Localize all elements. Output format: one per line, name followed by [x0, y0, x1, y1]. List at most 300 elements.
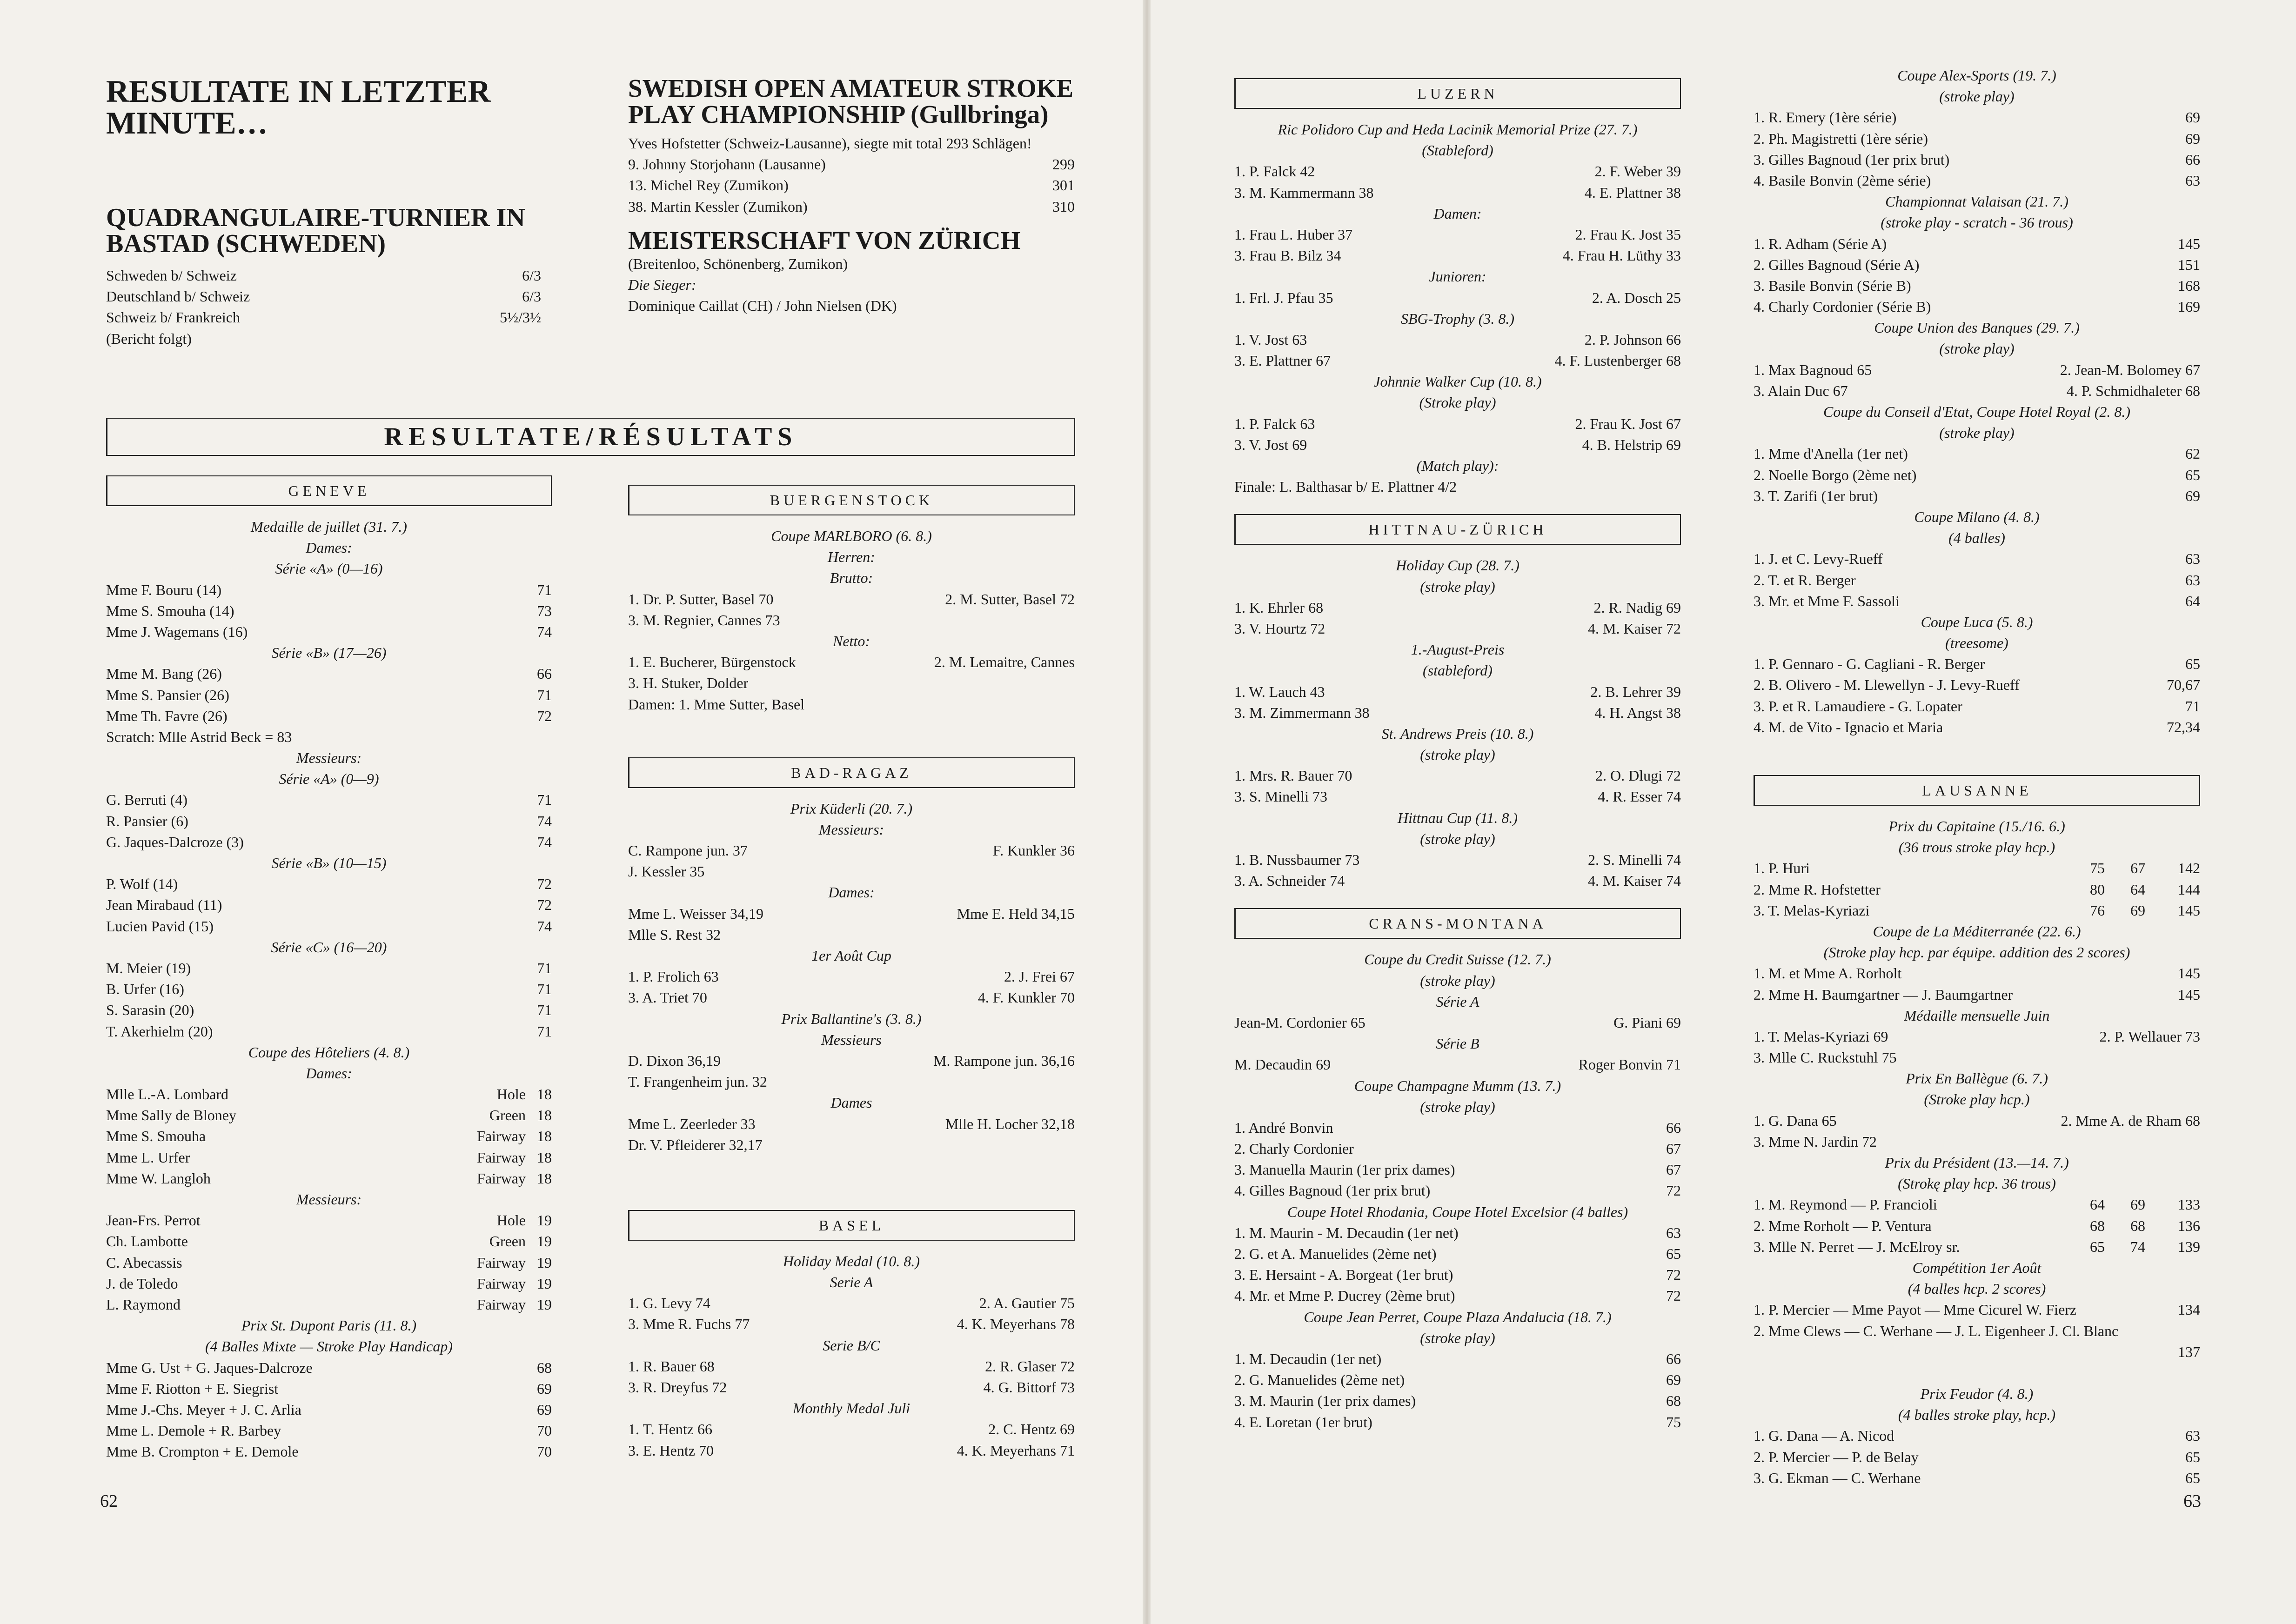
line-part: 145: [2178, 902, 2200, 919]
line-part: 65: [2090, 1238, 2105, 1255]
line-part: Coupe de La Méditerranée (22. 6.): [1873, 922, 2081, 940]
line-part: 2. R. Nadig 69: [1593, 599, 1681, 616]
line-part: G. Jaques-Dalcroze (3): [106, 833, 244, 850]
result-line: [1754, 1026, 2200, 1047]
result-line: [1234, 1180, 1681, 1201]
result-line: [1234, 350, 1681, 371]
result-line: [106, 895, 552, 916]
line-part: Messieurs:: [296, 1191, 362, 1208]
result-line: [1234, 808, 1681, 829]
line-part: 3. M. Zimmermann 38: [1234, 704, 1370, 721]
line-part: Mme G. Ust + G. Jaques-Dalcroze: [106, 1359, 313, 1376]
line-part: G. Piani 69: [1613, 1014, 1681, 1031]
result-line: [1754, 1047, 2200, 1068]
result-line: [1234, 434, 1681, 455]
line-part: 2. P. Johnson 66: [1584, 331, 1681, 348]
line-part: Dames:: [828, 884, 875, 901]
result-line: [628, 154, 1075, 175]
result-line: [1754, 1363, 2200, 1383]
line-part: Jean Mirabaud (11): [106, 896, 222, 914]
line-part: 63: [1666, 1224, 1681, 1241]
result-line: [106, 769, 552, 789]
line-part: Holiday Medal (10. 8.): [783, 1252, 920, 1270]
result-line: [628, 1071, 1075, 1092]
line-part: Schweden b/ Schweiz: [106, 267, 237, 284]
line-part: 71: [537, 1023, 552, 1040]
result-line: [106, 1147, 552, 1168]
result-line: [628, 903, 1075, 924]
line-part: Prix Küderli (20. 7.): [790, 800, 913, 817]
line-part: 4. M. de Vito - Ignacio et Maria: [1754, 718, 1943, 735]
result-line: [1234, 329, 1681, 350]
result-line: [1754, 401, 2200, 422]
line-part: 2. Frau K. Jost 67: [1575, 415, 1681, 432]
result-line: [1754, 1131, 2200, 1152]
line-part: 1. Max Bagnoud 65: [1754, 361, 1872, 378]
line-part: Mme Th. Favre (26): [106, 707, 228, 724]
result-line: [106, 1252, 552, 1273]
last-minute-block: [106, 75, 562, 349]
result-line: [1754, 879, 2200, 900]
hittnau-header: HITTNAU-ZÜRICH: [1234, 514, 1681, 545]
result-line: [1754, 1447, 2200, 1468]
line-part: 71: [537, 959, 552, 976]
line-part: 3. Mme N. Jardin 72: [1754, 1133, 1877, 1150]
line-part: Mme E. Held 34,15: [957, 905, 1075, 922]
result-line: [106, 1168, 552, 1189]
line-part: 65: [1666, 1245, 1681, 1262]
result-line: [1754, 1110, 2200, 1131]
line-part: 72: [537, 896, 552, 914]
result-line: [628, 1009, 1075, 1029]
result-line: [628, 798, 1075, 819]
result-line: [628, 1419, 1075, 1440]
line-part: Ch. Lambotte: [106, 1233, 188, 1250]
result-line: [106, 1210, 552, 1231]
quad-title: QUADRANGULAIRE-TURNIER IN BASTAD (SCHWEDEN): [106, 203, 525, 258]
result-line: [1754, 1216, 2200, 1236]
result-line: [1234, 576, 1681, 597]
result-line: [1754, 1194, 2200, 1215]
line-part: 66: [537, 665, 552, 682]
line-part: 1. T. Hentz 66: [628, 1421, 712, 1438]
line-part: Série B: [1436, 1035, 1479, 1052]
result-line: [1234, 723, 1681, 744]
result-line: [1234, 1054, 1681, 1075]
line-part: Série «A» (0—16): [275, 560, 383, 577]
left-col2: [628, 482, 1075, 1461]
line-part: 68: [537, 1359, 552, 1376]
line-part: 1. E. Bucherer, Bürgenstock: [628, 654, 796, 671]
line-part: S. Sarasin (20): [106, 1002, 194, 1019]
result-line: [1234, 371, 1681, 392]
result-line: [1234, 597, 1681, 618]
line-part: 3. M. Regnier, Cannes 73: [628, 611, 780, 628]
result-line: [1234, 245, 1681, 266]
result-line: [1754, 1089, 2200, 1110]
line-part: 66: [2185, 151, 2200, 168]
line-part: 19: [537, 1212, 552, 1229]
line-part: (stroke play): [1420, 1329, 1495, 1346]
line-part: 67: [1666, 1140, 1681, 1157]
line-part: Serie A: [830, 1274, 873, 1291]
result-line: [106, 1105, 552, 1126]
result-line: [1754, 381, 2200, 401]
result-line: [1234, 224, 1681, 245]
line-part: Coupe Union des Banques (29. 7.): [1874, 319, 2080, 336]
ragaz-results: [628, 798, 1075, 1156]
result-line: [1754, 86, 2200, 107]
result-line: [628, 1314, 1075, 1335]
line-part: D. Dixon 36,19: [628, 1052, 721, 1069]
line-part: 63: [2185, 1427, 2200, 1444]
line-part: 63: [2185, 550, 2200, 568]
line-part: 1. Dr. P. Sutter, Basel 70: [628, 590, 774, 608]
line-part: 2. Charly Cordonier: [1234, 1140, 1354, 1157]
line-part: Hole: [496, 1086, 526, 1103]
result-line: [1754, 234, 2200, 254]
line-part: 62: [2185, 445, 2200, 462]
result-line: [628, 1293, 1075, 1314]
result-line: [1234, 949, 1681, 970]
result-line: [628, 1398, 1075, 1419]
result-line: [1234, 1096, 1681, 1117]
buergenstock-header: BUERGENSTOCK: [628, 485, 1075, 515]
line-part: 13. Michel Rey (Zumikon): [628, 177, 789, 194]
line-part: (stroke play): [1939, 424, 2015, 441]
line-part: 18: [537, 1128, 552, 1145]
line-part: 3. Manuella Maurin (1er prix dames): [1234, 1161, 1455, 1178]
line-part: Mme S. Smouha (14): [106, 602, 234, 619]
result-line: [1754, 816, 2200, 837]
result-line: [1754, 360, 2200, 381]
line-part: 4. K. Meyerhans 78: [957, 1316, 1075, 1333]
line-part: 1er Août Cup: [811, 947, 891, 964]
line-part: Johnnie Walker Cup (10. 8.): [1373, 373, 1542, 390]
result-line: [628, 1440, 1075, 1461]
line-part: 71: [537, 581, 552, 598]
line-part: 72: [1666, 1182, 1681, 1199]
line-part: 69: [2185, 130, 2200, 147]
line-part: Green: [489, 1107, 526, 1124]
line-part: Fairway: [477, 1275, 526, 1292]
line-part: 6/3: [522, 288, 541, 305]
result-line: [1754, 338, 2200, 359]
line-part: 3. Mr. et Mme F. Sassoli: [1754, 592, 1900, 609]
result-line: [106, 1126, 552, 1147]
result-line: [1234, 1390, 1681, 1411]
line-part: M. Rampone jun. 36,16: [933, 1052, 1075, 1069]
line-part: Messieurs: [821, 1031, 882, 1048]
right-col1: [1234, 75, 1681, 1433]
line-part: Netto:: [833, 632, 870, 649]
line-part: 2. M. Lemaitre, Cannes: [934, 654, 1075, 671]
result-line: [1234, 119, 1681, 140]
line-part: 63: [2185, 172, 2200, 189]
result-line: [1234, 1243, 1681, 1264]
result-line: [1754, 1278, 2200, 1299]
line-part: 3. M. Kammermann 38: [1234, 184, 1374, 201]
line-part: 19: [537, 1275, 552, 1292]
result-line: [1754, 296, 2200, 317]
line-part: SBG-Trophy (3. 8.): [1400, 310, 1515, 327]
result-line: [1754, 1468, 2200, 1489]
line-part: Coupe Jean Perret, Coupe Plaza Andalucia (18. 7.): [1304, 1308, 1612, 1325]
line-part: 169: [2178, 298, 2200, 315]
line-part: Lucien Pavid (15): [106, 917, 214, 935]
line-part: 71: [537, 981, 552, 998]
line-part: 3. R. Dreyfus 72: [628, 1379, 727, 1396]
result-line: [1754, 1321, 2200, 1342]
result-line: [106, 1189, 552, 1210]
line-part: 18: [537, 1170, 552, 1187]
line-part: 69: [2130, 1196, 2145, 1213]
result-line: [106, 1399, 552, 1420]
line-part: Jean-Frs. Perrot: [106, 1212, 201, 1229]
result-line: [106, 811, 552, 832]
result-line: [1754, 570, 2200, 591]
line-part: 1. P. Falck 42: [1234, 163, 1315, 180]
line-part: 3. T. Zarifi (1er brut): [1754, 487, 1878, 504]
line-part: 74: [537, 623, 552, 640]
line-part: 71: [537, 686, 552, 703]
line-part: 2. Ph. Magistretti (1ère série): [1754, 130, 1928, 147]
line-part: 2. R. Glaser 72: [985, 1357, 1075, 1375]
line-part: 67: [1666, 1161, 1681, 1178]
line-part: Medaille de juillet (31. 7.): [251, 518, 407, 535]
result-line: [1234, 140, 1681, 161]
line-part: Série «B» (10—15): [271, 855, 387, 871]
result-line: [628, 610, 1075, 631]
right-col2: [1754, 65, 2200, 1489]
line-part: J. de Toledo: [106, 1275, 178, 1292]
line-part: 2. C. Hentz 69: [988, 1421, 1075, 1438]
result-line: [106, 853, 552, 874]
line-part: 2. J. Frei 67: [1004, 968, 1075, 985]
result-line: [628, 861, 1075, 882]
result-line: [1754, 465, 2200, 486]
line-part: Mlle H. Locher 32,18: [945, 1115, 1075, 1132]
line-part: 1. Mme d'Anella (1er net): [1754, 445, 1908, 462]
geneve-results: [106, 516, 552, 1462]
result-line: [106, 1420, 552, 1441]
result-line: [628, 526, 1075, 547]
crans-results: [1234, 949, 1681, 1432]
result-line: [628, 987, 1075, 1008]
result-line: [106, 1378, 552, 1399]
result-line: [1754, 1404, 2200, 1425]
line-part: 4. F. Kunkler 70: [977, 989, 1075, 1006]
line-part: L. Raymond: [106, 1296, 181, 1313]
line-part: Damen: 1. Mme Sutter, Basel: [628, 695, 805, 713]
line-part: Fairway: [477, 1128, 526, 1145]
line-part: 1. K. Ehrler 68: [1234, 599, 1324, 616]
line-part: 3. E. Plattner 67: [1234, 352, 1331, 369]
line-part: 1. M. Decaudin (1er net): [1234, 1350, 1382, 1367]
line-part: 1. B. Nussbaumer 73: [1234, 851, 1360, 868]
quad-results: [106, 265, 541, 349]
line-part: 1. Frau L. Huber 37: [1234, 226, 1353, 243]
line-part: 145: [2178, 235, 2200, 252]
line-part: Mme L. Demole + R. Barbey: [106, 1422, 281, 1439]
line-part: 69: [2130, 902, 2145, 919]
line-part: 4. K. Meyerhans 71: [957, 1442, 1075, 1459]
line-part: 2. M. Sutter, Basel 72: [945, 590, 1075, 608]
line-part: 1. André Bonvin: [1234, 1119, 1333, 1136]
line-part: 2. F. Weber 39: [1594, 163, 1681, 180]
line-part: G. Berruti (4): [106, 791, 188, 809]
result-line: [106, 580, 552, 601]
result-line: [1234, 476, 1681, 497]
result-line: [106, 1042, 552, 1063]
result-line: [628, 966, 1075, 987]
line-part: 70: [537, 1443, 552, 1460]
line-part: 64: [2185, 592, 2200, 609]
line-part: (36 trous stroke play hcp.): [1898, 839, 2055, 856]
line-part: Coupe Alex-Sports (19. 7.): [1897, 67, 2056, 84]
result-line: [1234, 1412, 1681, 1433]
line-part: Mme L. Weisser 34,19: [628, 905, 764, 922]
result-line: [628, 1356, 1075, 1377]
line-part: 1. J. et C. Levy-Rueff: [1754, 550, 1883, 568]
result-line: [1234, 1076, 1681, 1096]
line-part: (Stroke play hcp. par équipe. addition des 2 scores): [1823, 944, 2130, 961]
line-part: 1. R. Bauer 68: [628, 1357, 715, 1375]
line-part: 3. E. Hentz 70: [628, 1442, 714, 1459]
result-line: [106, 937, 552, 958]
line-part: T. Akerhielm (20): [106, 1023, 213, 1040]
resultate-header: RESULTATE/RÉSULTATS: [106, 418, 1075, 456]
line-part: (Strokę play hcp. 36 trous): [1898, 1175, 2056, 1192]
line-part: 70,67: [2167, 676, 2200, 694]
line-part: 72,34: [2167, 718, 2200, 735]
line-part: 142: [2178, 860, 2200, 877]
geneve-header: GENEVE: [106, 475, 552, 506]
line-part: (4 balles stroke play, hcp.): [1898, 1406, 2056, 1424]
line-part: Coupe Luca (5. 8.): [1921, 613, 2033, 630]
line-part: Damen:: [1433, 205, 1482, 222]
line-part: 1. G. Dana — A. Nicod: [1754, 1427, 1894, 1444]
line-part: (Stroke play): [1419, 394, 1496, 411]
result-line: [1754, 696, 2200, 717]
line-part: 2. G. et A. Manuelides (2ème net): [1234, 1245, 1437, 1262]
result-line: [628, 175, 1075, 196]
result-line: [1234, 849, 1681, 870]
line-part: Coupe Champagne Mumm (13. 7.): [1354, 1077, 1561, 1094]
line-part: 2. B. Olivero - M. Llewellyn - J. Levy-Rueff: [1754, 676, 2020, 694]
basel-results: [628, 1251, 1075, 1461]
result-line: [106, 1273, 552, 1294]
line-part: B. Urfer (16): [106, 981, 184, 998]
line-part: 136: [2178, 1217, 2200, 1234]
line-part: 4. M. Kaiser 72: [1588, 620, 1681, 637]
line-part: 3. G. Ekman — C. Werhane: [1754, 1469, 1921, 1486]
line-part: 3. Mme R. Fuchs 77: [628, 1316, 750, 1333]
result-line: [1754, 1005, 2200, 1026]
result-line: [1754, 1299, 2200, 1320]
line-part: 299: [1052, 156, 1075, 173]
line-part: 145: [2178, 986, 2200, 1003]
result-line: [106, 727, 552, 748]
result-line: [106, 558, 552, 579]
line-part: 3. Frau B. Bilz 34: [1234, 247, 1341, 264]
line-part: 1. P. Huri: [1754, 860, 1810, 877]
result-line: [628, 1251, 1075, 1272]
line-part: Championnat Valaisan (21. 7.): [1885, 193, 2068, 210]
line-part: 1. G. Dana 65: [1754, 1112, 1837, 1129]
line-part: 1. P. Frolich 63: [628, 968, 719, 985]
result-line: [1234, 455, 1681, 476]
result-line: [1234, 1370, 1681, 1390]
result-line: [106, 916, 552, 937]
result-line: [106, 328, 541, 349]
luzern-results: [1234, 119, 1681, 497]
result-line: [1754, 1342, 2200, 1363]
result-line: [1754, 275, 2200, 296]
line-part: 74: [537, 812, 552, 829]
result-line: [1234, 1012, 1681, 1033]
line-part: 18: [537, 1149, 552, 1166]
line-part: Prix Feudor (4. 8.): [1920, 1385, 2034, 1403]
line-part: Coupe du Conseil d'Etat, Coupe Hotel Royal (2. 8.): [1823, 403, 2131, 420]
line-part: Hole: [496, 1212, 526, 1229]
line-part: (stroke play - scratch - 36 trous): [1881, 214, 2073, 231]
line-part: 3. Basile Bonvin (Série B): [1754, 277, 1911, 294]
result-line: [628, 568, 1075, 588]
result-line: [628, 589, 1075, 610]
line-part: Prix du Président (13.—14. 7.): [1885, 1154, 2069, 1171]
result-line: [1754, 942, 2200, 963]
line-part: 3. Mlle N. Perret — J. McElroy sr.: [1754, 1238, 1960, 1255]
buergenstock-results: [628, 526, 1075, 715]
line-part: 310: [1052, 198, 1075, 215]
result-line: [106, 874, 552, 895]
result-line: [1234, 161, 1681, 182]
line-part: 65: [2185, 1469, 2200, 1486]
line-part: Scratch: Mlle Astrid Beck = 83: [106, 728, 292, 745]
line-part: Schweiz b/ Frankreich: [106, 309, 240, 326]
result-line: [106, 537, 552, 558]
line-part: Compétition 1er Août: [1912, 1259, 2042, 1276]
line-part: 133: [2178, 1196, 2200, 1213]
meister-line: Die Sieger:: [628, 276, 696, 294]
result-line: [106, 1231, 552, 1252]
result-line: [1754, 486, 2200, 507]
result-line: [1754, 212, 2200, 233]
line-part: 74: [537, 833, 552, 850]
line-part: Holiday Cup (28. 7.): [1396, 557, 1520, 574]
lausanne-header: LAUSANNE: [1754, 775, 2200, 806]
result-line: [1234, 266, 1681, 287]
line-part: 3. E. Hersaint - A. Borgeat (1er brut): [1234, 1266, 1453, 1283]
meister-line: (Breitenloo, Schönenberg, Zumikon): [628, 255, 848, 272]
result-line: [106, 601, 552, 622]
line-part: 68: [2130, 1217, 2145, 1234]
line-part: 2. A. Gautier 75: [979, 1295, 1075, 1312]
result-line: [106, 1021, 552, 1042]
line-part: 4. Gilles Bagnoud (1er prix brut): [1234, 1182, 1431, 1199]
line-part: Mlle L.-A. Lombard: [106, 1086, 229, 1103]
line-part: Serie B/C: [823, 1337, 880, 1354]
line-part: 5½/3½: [500, 309, 541, 326]
line-part: 73: [537, 602, 552, 619]
line-part: 76: [2090, 902, 2105, 919]
line-part: 19: [537, 1233, 552, 1250]
result-line: [1234, 1307, 1681, 1328]
result-line: [628, 631, 1075, 652]
line-part: 4. Frau H. Lüthy 33: [1562, 247, 1681, 264]
line-part: 2. Jean-M. Bolomey 67: [2060, 361, 2200, 378]
